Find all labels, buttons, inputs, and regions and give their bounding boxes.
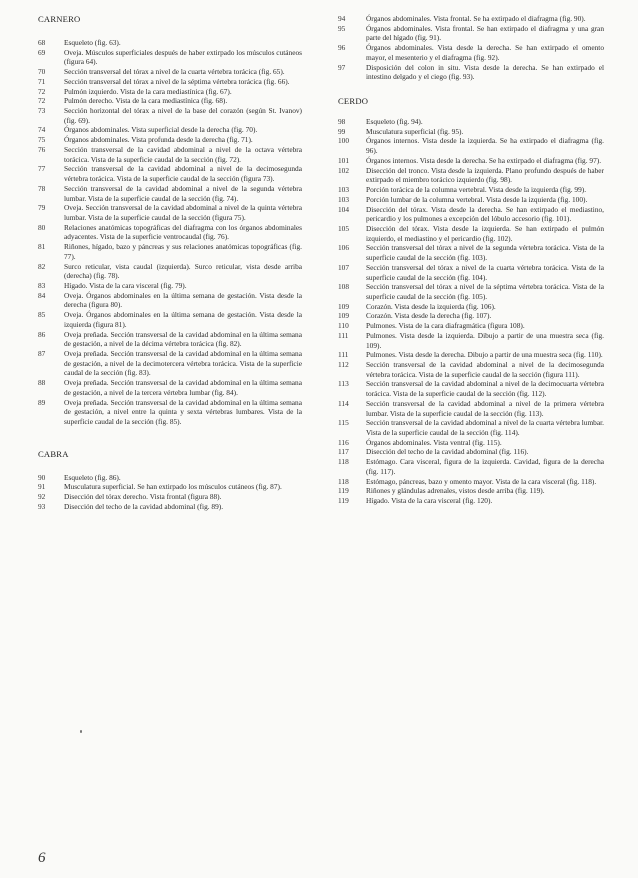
list-item: [338, 321, 604, 331]
entry-number: 81: [38, 242, 46, 252]
entry-text: Esqueleto (fig. 94).: [366, 117, 423, 127]
entry-number: 82: [38, 261, 46, 271]
entry-text: Órganos abdominales. Vista ventral (fig. 115).: [366, 437, 502, 447]
entry-text: Órganos abdominales. Vista profunda desde la derecha (fig. 71).: [64, 135, 253, 145]
entry-list-cabra: [38, 473, 302, 512]
list-item: [338, 477, 604, 487]
entry-number: 109: [338, 301, 350, 311]
entry-text: Órganos abdominales. Vista desde la derecha. Se han extirpado el omento mayor, el mesenterio y el diafragma (fig. 92).: [366, 43, 604, 62]
entry-text: Pulmones. Vista desde la derecha. Dibujo a partir de una muestra seca (fig. 110).: [366, 350, 603, 360]
entry-text: Órganos internos. Vista desde la izquierda. Se ha extirpado el diafragma (fig. 96).: [366, 136, 604, 156]
list-item: [38, 502, 302, 512]
entry-number: 96: [338, 43, 346, 53]
entry-number: 111: [338, 330, 349, 340]
entry-text: Sección transversal de la cavidad abdominal a nivel de la octava vértebra torácica. Vista de la superficie caudal de la sección (fig. 72).: [64, 144, 302, 164]
entry-number: 89: [38, 397, 46, 407]
entry-text: Pulmón izquierdo. Vista de la cara mediastínica (fig. 67).: [64, 86, 232, 96]
entry-text: Sección transversal del tórax a nivel de la segunda vértebra torácica. Vista de la superficie caudal de la sección (fig. 103).: [366, 243, 604, 263]
entry-number: 98: [338, 117, 346, 127]
entry-number: 90: [38, 472, 46, 482]
list-item: [338, 63, 604, 82]
list-item: [338, 24, 604, 43]
entry-number: 97: [338, 62, 346, 72]
entry-text: Sección transversal de la cavidad abdominal a nivel de la segunda vértebra lumbar. Vista de la superficie caudal de la sección (fig. 74).: [64, 183, 302, 203]
list-item: [338, 438, 604, 448]
entry-list-cerdo: [338, 117, 604, 506]
entry-text: Oveja preñada. Sección transversal de la cavidad abdominal en la última semana de gestación, a nivel entre la quinta y sexta vértebras lumbares. Vista de la superficie caudal de la sección (fig. 85).: [64, 397, 302, 427]
entry-text: Pulmón derecho. Vista de la cara mediastínica (fig. 68).: [64, 96, 228, 106]
list-item: [338, 311, 604, 321]
section-title-carnero: CARNERO: [38, 14, 81, 24]
entry-number: 84: [38, 290, 46, 300]
list-item: [38, 398, 302, 427]
entry-number: 103: [338, 185, 350, 195]
section-title-cabra: CABRA: [38, 448, 69, 459]
scan-speck: [80, 730, 82, 733]
entry-text: Estómago. Cara visceral, figura de la izquierda. Cavidad, figura de la derecha (fig. 117).: [366, 457, 604, 476]
list-item: [338, 195, 604, 205]
list-item: [38, 135, 302, 145]
entry-number: 95: [338, 23, 346, 33]
entry-text: Sección horizontal del tórax a nivel de la base del corazón (según St. Ivanov) (fig. 69).: [64, 106, 302, 125]
entry-number: 107: [338, 262, 350, 272]
entry-text: Oveja. Órganos abdominales en la última semana de gestación. Vista desde la derecha (figura 80).: [64, 290, 302, 310]
list-item: [38, 492, 302, 502]
entry-number: 69: [38, 47, 46, 57]
list-item: [338, 185, 604, 195]
entry-number: 80: [38, 222, 46, 232]
entry-text: Disección del techo de la cavidad abdominal (fig. 89).: [64, 501, 224, 511]
list-item: [338, 43, 604, 62]
entry-text: Órganos internos. Vista desde la derecha. Se ha extirpado el diafragma (fig. 97).: [366, 155, 602, 165]
entry-number: 110: [338, 321, 349, 331]
entry-number: 102: [338, 165, 350, 175]
entry-text: Hígado. Vista de la cara visceral (fig. 79).: [64, 280, 187, 290]
list-item: [38, 291, 302, 310]
section-gap: [38, 25, 302, 38]
list-item: [338, 263, 604, 282]
list-item: [338, 282, 604, 301]
entry-text: Oveja. Órganos abdominales en la última semana de gestación. Vista desde la izquierda (figura 81).: [64, 310, 302, 329]
entry-text: Musculatura superficial (fig. 95).: [366, 126, 464, 136]
list-item: [338, 418, 604, 437]
entry-number: 88: [38, 378, 46, 388]
entry-number: 103: [338, 194, 350, 204]
entry-text: Riñones, hígado, bazo y páncreas y sus relaciones anatómicas topográficas (fig. 77).: [64, 242, 302, 261]
entry-number: 91: [38, 482, 46, 492]
list-item: [338, 496, 604, 506]
entry-text: Oveja preñada. Sección transversal de la cavidad abdominal en la última semana de gestación, a nivel de la decimotercera vértebra torácica. Vista de la superficie caudal de la sección (fig. 83).: [64, 349, 302, 378]
entry-number: 99: [338, 126, 346, 136]
entry-number: 114: [338, 398, 349, 408]
list-item: [38, 378, 302, 397]
list-item: [38, 106, 302, 125]
list-item: [38, 242, 302, 261]
list-item: [38, 67, 302, 77]
entry-number: 76: [38, 144, 46, 154]
entry-text: Porción lumbar de la columna vertebral. Vista desde la izquierda (fig. 100).: [366, 194, 588, 204]
list-item: [38, 310, 302, 329]
entry-number: 83: [38, 280, 46, 290]
list-item: [38, 349, 302, 378]
entry-number: 111: [338, 350, 349, 360]
entry-number: 77: [38, 164, 46, 174]
entry-number: 87: [38, 349, 46, 358]
list-item: [338, 117, 604, 127]
entry-text: Sección transversal del tórax a nivel de la cuarta vértebra torácica. Vista de la superficie caudal de la sección (fig. 104).: [366, 262, 604, 282]
entry-number: 101: [338, 155, 350, 165]
entry-text: Estómago, páncreas, bazo y omento mayor. Vista de la cara visceral (fig. 118).: [366, 476, 597, 486]
entry-number: 68: [38, 38, 46, 47]
section-gap: [38, 427, 302, 449]
entry-text: Disección del tórax derecho. Vista frontal (figura 88).: [64, 492, 222, 502]
entry-number: 105: [338, 223, 350, 233]
section-title-cerdo: CERDO: [338, 96, 369, 107]
entry-number: 118: [338, 476, 349, 486]
list-item: [338, 205, 604, 224]
entry-text: Relaciones anatómicas topográficas del diafragma con los órganos abdominales adyacentes. Vista de la superficie ventrocaudal (fig. 76).: [64, 222, 302, 242]
entry-number: 72: [38, 96, 46, 106]
entry-text: Esqueleto (fig. 86).: [64, 472, 121, 482]
list-item: [38, 48, 302, 67]
list-item: [338, 399, 604, 418]
entry-list-carnero: [38, 38, 302, 427]
list-item: [38, 38, 302, 48]
entry-text: Oveja. Sección transversal de la cavidad abdominal a nivel de la quinta vértebra lumbar. Vista de la superficie caudal de la sección (figura 75).: [64, 203, 302, 222]
entry-number: 104: [338, 204, 350, 214]
entry-text: Sección transversal de la cavidad abdominal a nivel de la decimosegunda vértebra torácica. Vista de la superficie caudal de la sección (figura 111).: [366, 360, 604, 379]
list-item: [38, 145, 302, 164]
list-item: [38, 473, 302, 483]
entry-number: 113: [338, 379, 349, 389]
entry-text: Disposición del colon in situ. Vista desde la derecha. Se han extirpado el intestino delgado y el ciego (fig. 93).: [366, 62, 604, 82]
list-item: [38, 330, 302, 349]
list-item: [338, 127, 604, 137]
entry-number: 106: [338, 243, 350, 253]
list-item: [338, 224, 604, 243]
list-item: [338, 166, 604, 185]
list-item: [338, 243, 604, 262]
entry-number: 115: [338, 418, 349, 428]
list-item: [338, 486, 604, 496]
entry-text: Pulmones. Vista de la cara diafragmática (figura 108).: [366, 321, 525, 331]
list-item: [38, 203, 302, 222]
list-item: [338, 457, 604, 476]
list-item: [38, 77, 302, 87]
list-item: [38, 96, 302, 106]
entry-text: Disección del tronco. Vista desde la izquierda. Plano profundo después de haber extirpado el miembro torácico izquierdo (fig. 98).: [366, 165, 604, 185]
entry-number: 118: [338, 457, 349, 467]
entry-text: Corazón. Vista desde la izquierda (fig. 106).: [366, 301, 496, 311]
entry-text: Corazón. Vista desde la derecha (fig. 107).: [366, 311, 492, 321]
entry-number: 72: [38, 86, 46, 96]
entry-list-cabra-continued: [338, 14, 604, 82]
entry-number: 93: [38, 501, 46, 511]
entry-text: Sección transversal de la cavidad abdominal a nivel de la cuarta vértebra lumbar. Vista de la superficie caudal de la sección (fig. 114).: [366, 418, 604, 438]
entry-text: Órganos abdominales. Vista frontal. Se ha extirpado el diafragma (fig. 90).: [366, 14, 586, 23]
list-item: [338, 350, 604, 360]
entry-text: Oveja preñada. Sección transversal de la cavidad abdominal en la última semana de gestación, a nivel de la décima vértebra torácica (fig. 82).: [64, 329, 302, 349]
section-gap: [338, 82, 604, 96]
list-item: [338, 14, 604, 24]
list-item: [38, 87, 302, 97]
entry-text: Órganos abdominales. Vista superficial desde la derecha (fig. 70).: [64, 125, 258, 135]
entry-number: 108: [338, 282, 350, 292]
entry-number: 94: [338, 14, 346, 23]
entry-text: Disección del tórax. Vista desde la izquierda. Se han extirpado el pulmón izquierdo, el mediastino y el pericardio (fig. 102).: [366, 223, 604, 243]
right-column: [338, 14, 604, 506]
entry-number: 79: [38, 203, 46, 213]
entry-number: 116: [338, 437, 349, 447]
entry-number: 119: [338, 496, 349, 506]
entry-text: Surco reticular, vista caudal (izquierda). Surco reticular, vista desde arriba (derecha) (fig. 78).: [64, 261, 302, 281]
list-item: [38, 281, 302, 291]
page-number: 6: [38, 850, 46, 866]
list-item: [338, 156, 604, 166]
entry-number: 86: [38, 329, 46, 339]
list-item: [338, 302, 604, 312]
list-item: [38, 482, 302, 492]
entry-text: Pulmones. Vista desde la izquierda. Dibujo a partir de una muestra seca (fig. 109).: [366, 330, 604, 350]
entry-number: 117: [338, 447, 349, 457]
list-item: [338, 136, 604, 155]
entry-text: Disección del tórax. Vista desde la derecha. Se han extirpado el mediastino, pericardio y los pulmones a excepción del lóbulo accesorio (fig. 101).: [366, 204, 604, 224]
entry-text: Hígado. Vista de la cara visceral (fig. 120).: [366, 496, 493, 506]
entry-text: Oveja. Músculos superficiales después de haber extirpado los músculos cutáneos (figura 64).: [64, 47, 302, 67]
list-item: [338, 331, 604, 350]
entry-text: Oveja preñada. Sección transversal de la cavidad abdominal en la última semana de gestación, a nivel de la tercera vértebra lumbar (fig. 84).: [64, 378, 302, 397]
list-item: [38, 125, 302, 135]
list-item: [338, 379, 604, 398]
entry-number: 112: [338, 360, 349, 369]
entry-number: 74: [38, 125, 46, 135]
entry-text: Sección transversal del tórax a nivel de la séptima vértebra torácica (fig. 66).: [64, 76, 290, 86]
entry-number: 78: [38, 183, 46, 193]
list-item: [38, 223, 302, 242]
entry-text: Sección transversal de la cavidad abdominal a nivel de la decimocuarta vértebra torácica. Vista de la superficie caudal de la sección (fig. 112).: [366, 379, 604, 399]
entry-number: 73: [38, 106, 46, 116]
entry-text: Disección del techo de la cavidad abdominal (fig. 116).: [366, 447, 529, 457]
entry-number: 70: [38, 67, 46, 77]
list-item: [38, 262, 302, 281]
entry-text: Porción torácica de la columna vertebral. Vista desde la izquierda (fig. 99).: [366, 185, 587, 195]
entry-text: Esqueleto (fig. 63).: [64, 38, 121, 47]
entry-text: Musculatura superficial. Se han extirpado los músculos cutáneos (fig. 87).: [64, 482, 282, 492]
entry-number: 71: [38, 76, 46, 86]
entry-number: 85: [38, 310, 46, 320]
entry-text: Sección transversal del tórax a nivel de la séptima vértebra torácica. Vista de la superficie caudal de la sección (fig. 105).: [366, 282, 604, 301]
entry-number: 119: [338, 486, 349, 496]
section-gap: [38, 460, 302, 473]
list-item: [38, 184, 302, 203]
left-column: [38, 14, 302, 512]
entry-number: 92: [38, 492, 46, 502]
list-item: [338, 360, 604, 379]
entry-text: Órganos abdominales. Vista frontal. Se han extirpado el diafragma y una gran parte del hígado (fig. 91).: [366, 23, 604, 43]
entry-text: Sección transversal del tórax a nivel de la cuarta vértebra torácica (fig. 65).: [64, 67, 285, 77]
list-item: [338, 447, 604, 457]
list-item: [38, 164, 302, 183]
entry-number: 109: [338, 311, 350, 321]
section-gap: [338, 107, 604, 117]
entry-text: Sección transversal de la cavidad abdominal a nivel de la primera vértebra lumbar. Vista de la superficie caudal de la sección (fig. 113).: [366, 398, 604, 418]
entry-text: Sección transversal de la cavidad abdominal a nivel de la decimosegunda vértebra torácica. Vista de la superficie caudal de la sección (figura 73).: [64, 164, 302, 184]
entry-number: 75: [38, 135, 46, 145]
entry-number: 100: [338, 136, 350, 146]
entry-text: Riñones y glándulas adrenales, vistos desde arriba (fig. 119).: [366, 486, 545, 496]
